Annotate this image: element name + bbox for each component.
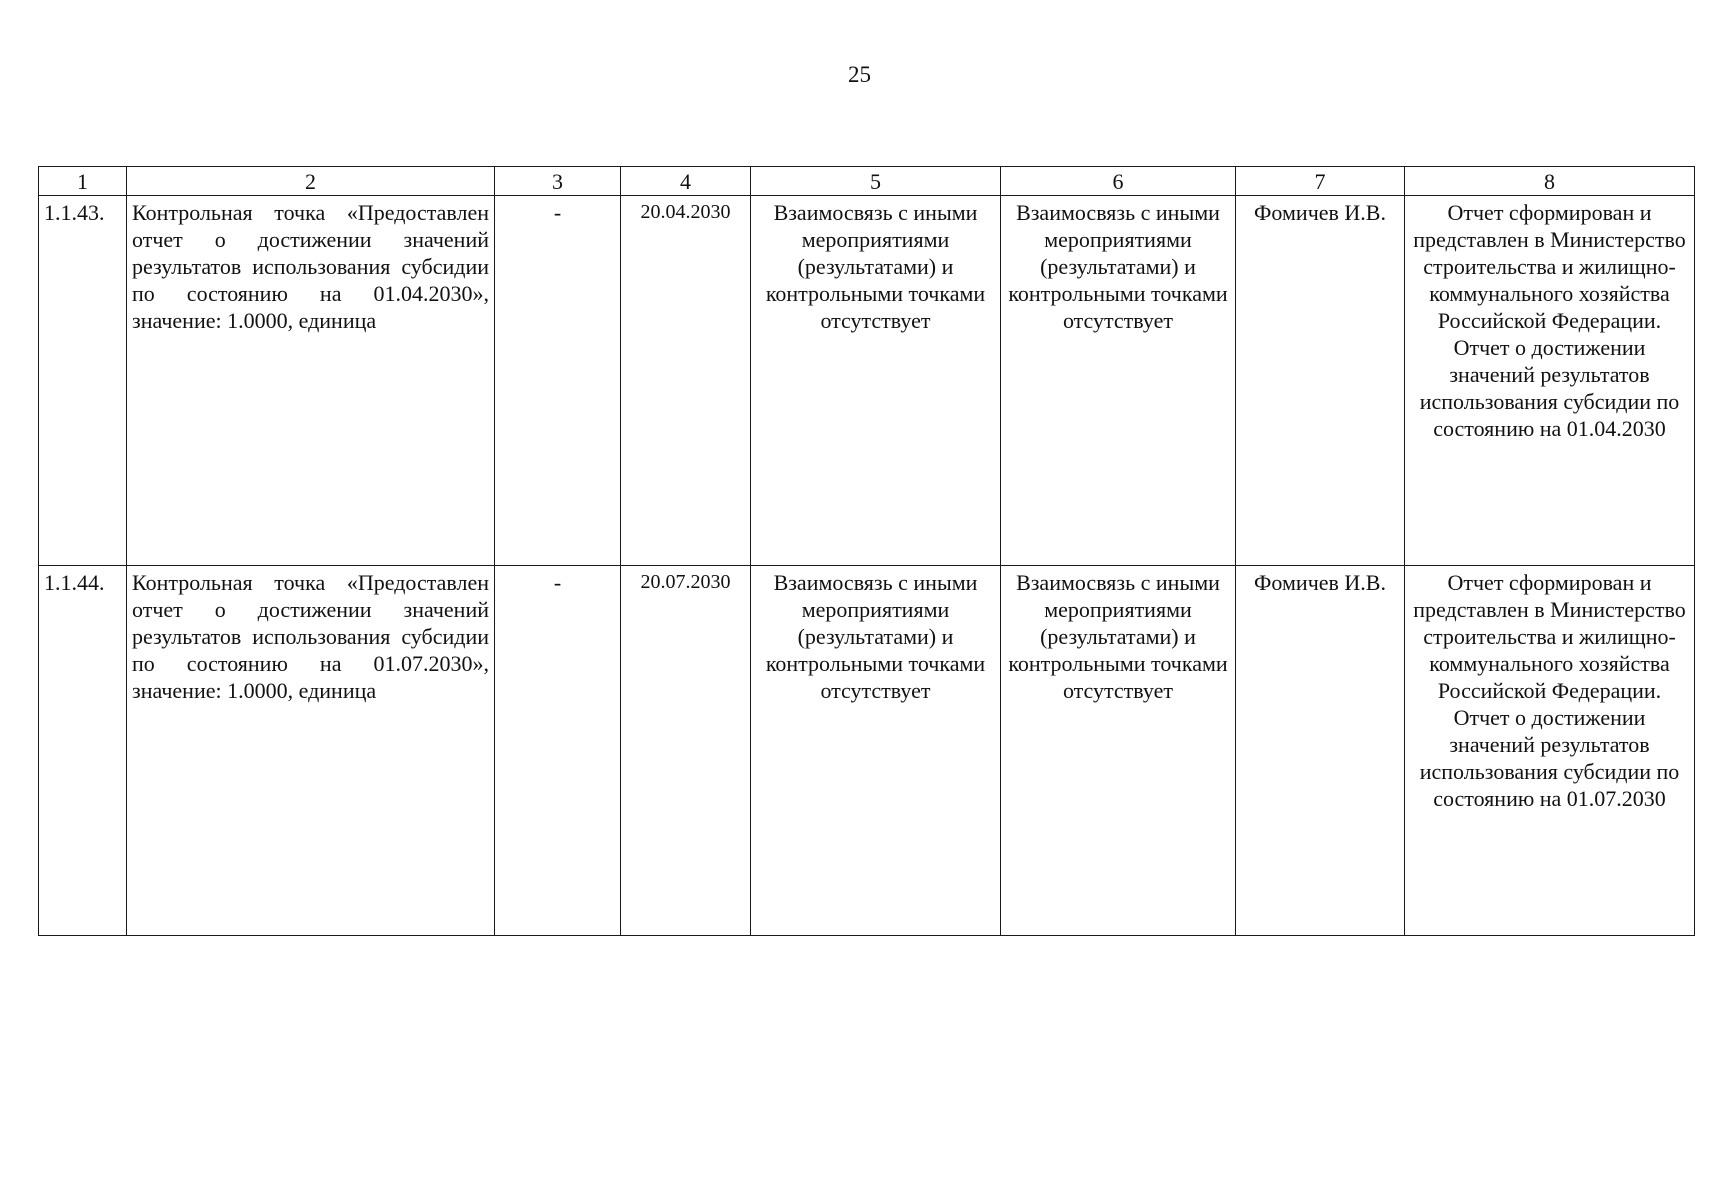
control-point-name-cell: Контрольная точка «Предоставлен отчет о достижении значений результатов использования субсидии по состоянию на 01.04.2030», значение: 1.0000, единица	[127, 196, 495, 566]
successor-link-cell: Взаимосвязь с иными мероприятиями (результатами) и контрольными точками отсутствует	[1001, 566, 1236, 936]
row-number-cell: 1.1.43.	[39, 196, 127, 566]
row-number-cell: 1.1.44.	[39, 566, 127, 936]
result-description-cell: Отчет сформирован и представлен в Министерство строительства и жилищно-коммунального хозяйства Российской Федерации. Отчет о достижении значений результатов использования субсидии по состоянию на 01.07.2030	[1405, 566, 1695, 936]
column-header-2: 2	[127, 167, 495, 196]
column-3-cell: -	[495, 196, 621, 566]
column-header-3: 3	[495, 167, 621, 196]
column-header-4: 4	[621, 167, 751, 196]
successor-link-cell: Взаимосвязь с иными мероприятиями (результатами) и контрольными точками отсутствует	[1001, 196, 1236, 566]
column-header-5: 5	[751, 167, 1001, 196]
predecessor-link-cell: Взаимосвязь с иными мероприятиями (результатами) и контрольными точками отсутствует	[751, 196, 1001, 566]
deadline-date-cell: 20.07.2030	[621, 566, 751, 936]
column-header-1: 1	[39, 167, 127, 196]
control-point-name-cell: Контрольная точка «Предоставлен отчет о достижении значений результатов использования субсидии по состоянию на 01.07.2030», значение: 1.0000, единица	[127, 566, 495, 936]
deadline-date-cell: 20.04.2030	[621, 196, 751, 566]
column-header-7: 7	[1236, 167, 1405, 196]
responsible-person-cell: Фомичев И.В.	[1236, 566, 1405, 936]
column-3-cell: -	[495, 566, 621, 936]
table-header-row	[39, 167, 1695, 196]
table-row	[39, 566, 1695, 936]
page-number: 25	[848, 62, 871, 87]
result-description-cell: Отчет сформирован и представлен в Министерство строительства и жилищно-коммунального хозяйства Российской Федерации. Отчет о достижении значений результатов использования субсидии по состоянию на 01.04.2030	[1405, 196, 1695, 566]
control-points-table	[38, 166, 1695, 936]
responsible-person-cell: Фомичев И.В.	[1236, 196, 1405, 566]
column-header-6: 6	[1001, 167, 1236, 196]
table-row	[39, 196, 1695, 566]
column-header-8: 8	[1405, 167, 1695, 196]
predecessor-link-cell: Взаимосвязь с иными мероприятиями (результатами) и контрольными точками отсутствует	[751, 566, 1001, 936]
